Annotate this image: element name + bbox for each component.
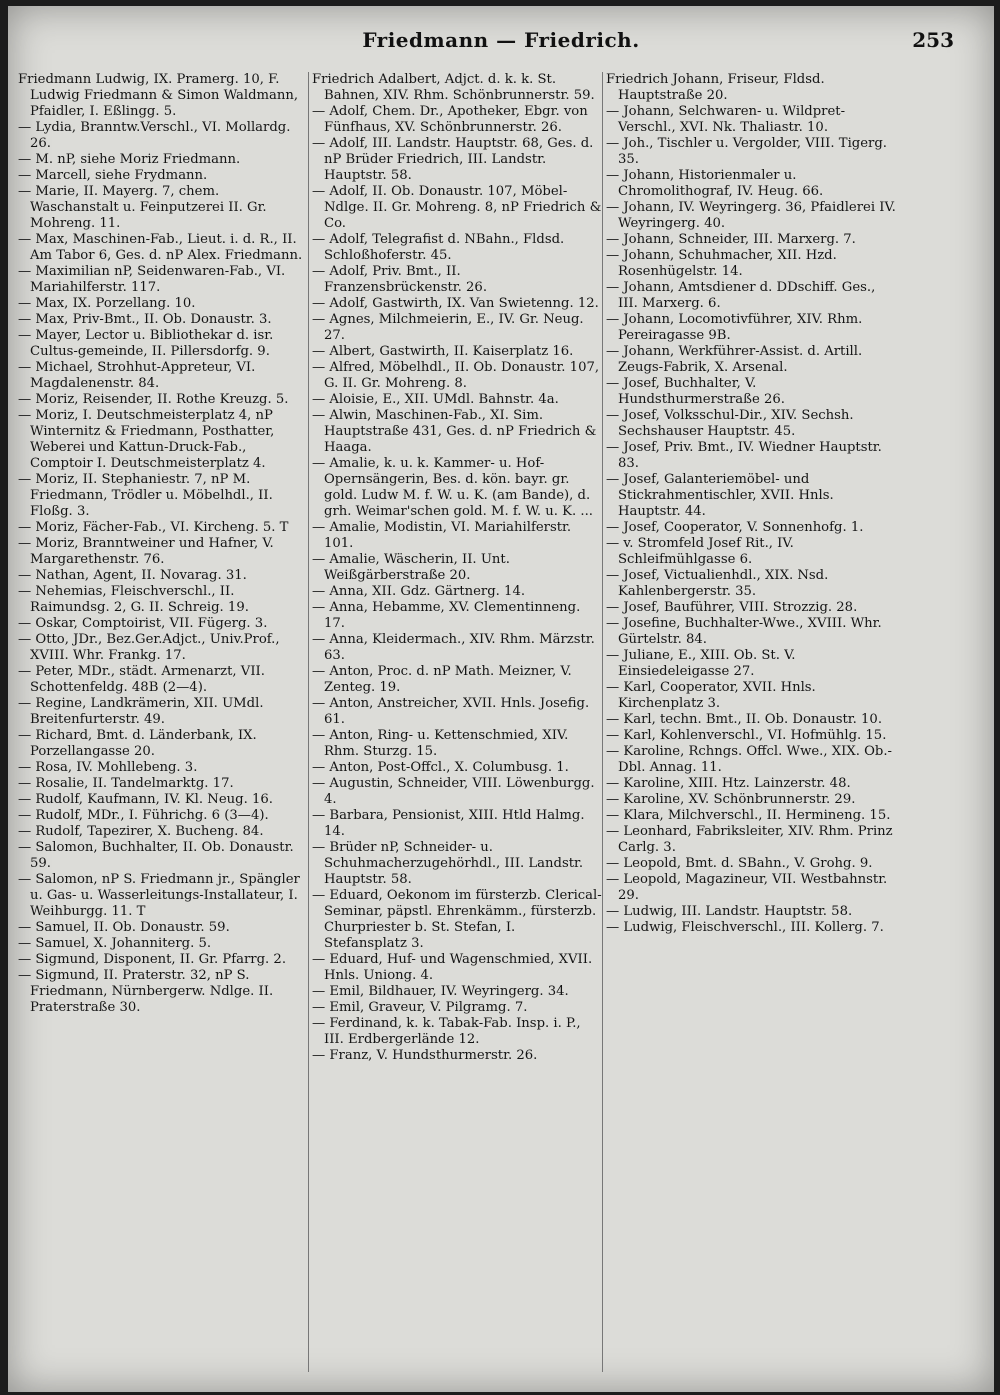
directory-entry: — Karoline, XV. Schönbrunnerstr. 29. <box>606 792 856 807</box>
directory-entry: — Regine, Landkrämerin, XII. UMdl. Breitenfurterstr. 49. <box>18 696 264 727</box>
directory-entry: — Rosalie, II. Tandelmarktg. 17. <box>18 776 234 791</box>
page-number: 253 <box>912 28 954 52</box>
directory-entry: — Agnes, Milchmeierin, E., IV. Gr. Neug. 27. <box>312 312 584 343</box>
directory-entry: — Karl, Cooperator, XVII. Hnls. Kirchenplatz 3. <box>606 680 816 711</box>
directory-entry: — Adolf, II. Ob. Donaustr. 107, Möbel-Ndlge. II. Gr. Mohreng. 8, nP Friedrich & Co. <box>312 184 602 231</box>
directory-entry: — Adolf, Chem. Dr., Apotheker, Ebgr. von Fünfhaus, XV. Schönbrunnerstr. 26. <box>312 104 588 135</box>
directory-column-2 <box>312 72 602 1064</box>
directory-entry: — Mayer, Lector u. Bibliothekar d. isr. Cultus-gemeinde, II. Pillersdorfg. 9. <box>18 328 274 359</box>
directory-entry: — Emil, Bildhauer, IV. Weyringerg. 34. <box>312 984 569 999</box>
column-divider <box>602 72 603 1372</box>
directory-entry: — Johann, Werkführer-Assist. d. Artill. Zeugs-Fabrik, X. Arsenal. <box>606 344 863 375</box>
directory-column-1 <box>18 72 308 1016</box>
directory-entry: — Moriz, I. Deutschmeisterplatz 4, nP Winternitz & Friedmann, Posthatter, Weberei und Kattun-Druck-Fab., Comptoir I. Deutschmeisterplatz 4. <box>18 408 275 471</box>
directory-entry: — Josef, Victualienhdl., XIX. Nsd. Kahlenbergerstr. 35. <box>606 568 829 599</box>
directory-entry: — Rudolf, Tapezirer, X. Bucheng. 84. <box>18 824 264 839</box>
directory-entry: — Ludwig, Fleischverschl., III. Kollerg. 7. <box>606 920 884 935</box>
page-title: Friedmann — Friedrich. <box>362 28 640 52</box>
directory-entry: — Leopold, Bmt. d. SBahn., V. Grohg. 9. <box>606 856 873 871</box>
directory-entry: Friedmann Ludwig, IX. Pramerg. 10, F. Ludwig Friedmann & Simon Waldmann, Pfaidler, I. Eßlingg. 5. <box>18 72 299 119</box>
directory-entry: — Josef, Galanteriemöbel- und Stickrahmentischler, XVII. Hnls. Hauptstr. 44. <box>606 472 834 519</box>
directory-entry: — Karl, Kohlenverschl., VI. Hofmühlg. 15. <box>606 728 887 743</box>
directory-entry: — Richard, Bmt. d. Länderbank, IX. Porzellangasse 20. <box>18 728 257 759</box>
directory-entry: Friedrich Johann, Friseur, Fldsd. Hauptstraße 20. <box>606 72 825 103</box>
directory-entry: — Rosa, IV. Mohllebeng. 3. <box>18 760 198 775</box>
directory-entry: — Sigmund, Disponent, II. Gr. Pfarrg. 2. <box>18 952 287 967</box>
directory-entry: — Johann, Selchwaren- u. Wildpret-Verschl., XVI. Nk. Thaliastr. 10. <box>606 104 846 135</box>
directory-entry: — Anton, Post-Offcl., X. Columbusg. 1. <box>312 760 569 775</box>
directory-entry: — Moriz, Branntweiner und Hafner, V. Margarethenstr. 76. <box>18 536 274 567</box>
directory-entry: — Oskar, Comptoirist, VII. Fügerg. 3. <box>18 616 268 631</box>
directory-entry: — Karl, techn. Bmt., II. Ob. Donaustr. 10. <box>606 712 883 727</box>
directory-entry: — Ludwig, III. Landstr. Hauptstr. 58. <box>606 904 853 919</box>
directory-entry: — Sigmund, II. Praterstr. 32, nP S. Friedmann, Nürnbergerw. Ndlge. II. Praterstraße 30. <box>18 968 274 1015</box>
directory-entry: — Rudolf, MDr., I. Führichg. 6 (3—4). <box>18 808 269 823</box>
directory-entry: — Max, Priv-Bmt., II. Ob. Donaustr. 3. <box>18 312 272 327</box>
directory-entry: — Josef, Buchhalter, V. Hundsthurmerstraße 26. <box>606 376 785 407</box>
directory-entry: — Otto, JDr., Bez.Ger.Adjct., Univ.Prof., XVIII. Whr. Frankg. 17. <box>18 632 280 663</box>
directory-entry: — Ferdinand, k. k. Tabak-Fab. Insp. i. P., III. Erdbergerlände 12. <box>312 1016 581 1047</box>
directory-entry: — Amalie, Modistin, VI. Mariahilferstr. 101. <box>312 520 572 551</box>
directory-entry: — Anna, Hebamme, XV. Clementinneng. 17. <box>312 600 581 631</box>
directory-entry: — Josef, Cooperator, V. Sonnenhofg. 1. <box>606 520 864 535</box>
directory-entry: — Adolf, III. Landstr. Hauptstr. 68, Ges. d. nP Brüder Friedrich, III. Landstr. Hauptstr. 58. <box>312 136 594 183</box>
directory-entry: — Johann, Schuhmacher, XII. Hzd. Rosenhügelstr. 14. <box>606 248 837 279</box>
directory-entry: — M. nP, siehe Moriz Friedmann. <box>18 152 241 167</box>
page-header <box>8 28 994 62</box>
directory-entry: — Eduard, Huf- und Wagenschmied, XVII. Hnls. Uniong. 4. <box>312 952 593 983</box>
directory-entry: — Lydia, Branntw.Verschl., VI. Mollardg. 26. <box>18 120 291 151</box>
directory-entry: Friedrich Adalbert, Adjct. d. k. k. St. Bahnen, XIV. Rhm. Schönbrunnerstr. 59. <box>312 72 595 103</box>
directory-page <box>8 6 994 1392</box>
directory-entry: — Albert, Gastwirth, II. Kaiserplatz 16. <box>312 344 574 359</box>
directory-entry: — Nehemias, Fleischverschl., II. Raimundsg. 2, G. II. Schreig. 19. <box>18 584 249 615</box>
directory-entry: — Anton, Anstreicher, XVII. Hnls. Josefig. 61. <box>312 696 590 727</box>
directory-entry: — Amalie, Wäscherin, II. Unt. Weißgärberstraße 20. <box>312 552 510 583</box>
directory-entry: — Marcell, siehe Frydmann. <box>18 168 208 183</box>
directory-entry: — Anna, XII. Gdz. Gärtnerg. 14. <box>312 584 526 599</box>
directory-entry: — Josef, Volksschul-Dir., XIV. Sechsh. Sechshauser Hauptstr. 45. <box>606 408 854 439</box>
directory-entry: — Brüder nP, Schneider- u. Schuhmacherzugehörhdl., III. Landstr. Hauptstr. 58. <box>312 840 584 887</box>
directory-entry: — Max, IX. Porzellang. 10. <box>18 296 196 311</box>
directory-entry: — Leonhard, Fabriksleiter, XIV. Rhm. Prinz Carlg. 3. <box>606 824 893 855</box>
directory-entry: — Anton, Ring- u. Kettenschmied, XIV. Rhm. Sturzg. 15. <box>312 728 569 759</box>
directory-entry: — Aloisie, E., XII. UMdl. Bahnstr. 4a. <box>312 392 559 407</box>
directory-entry: — Anton, Proc. d. nP Math. Meizner, V. Zenteg. 19. <box>312 664 572 695</box>
directory-entry: — Josef, Priv. Bmt., IV. Wiedner Hauptstr. 83. <box>606 440 882 471</box>
directory-entry: — Moriz, Reisender, II. Rothe Kreuzg. 5. <box>18 392 289 407</box>
directory-entry: — Samuel, X. Johanniterg. 5. <box>18 936 212 951</box>
directory-entry: — Johann, IV. Weyringerg. 36, Pfaidlerei IV. Weyringerg. 40. <box>606 200 896 231</box>
directory-entry: — Leopold, Magazineur, VII. Westbahnstr. 29. <box>606 872 888 903</box>
directory-entry: — Josefine, Buchhalter-Wwe., XVIII. Whr. Gürtelstr. 84. <box>606 616 882 647</box>
directory-entry: — Amalie, k. u. k. Kammer- u. Hof-Opernsängerin, Bes. d. kön. bayr. gr. gold. Ludw M. f. W. u. K. (am Bande), d. grh. Weimar'schen gold. M. f. W. u. K. ... <box>312 456 593 519</box>
directory-entry: — Johann, Locomotivführer, XIV. Rhm. Pereiragasse 9B. <box>606 312 863 343</box>
directory-entry: — Johann, Amtsdiener d. DDschiff. Ges., III. Marxerg. 6. <box>606 280 876 311</box>
directory-entry: — Joh., Tischler u. Vergolder, VIII. Tigerg. 35. <box>606 136 887 167</box>
directory-entry: — Samuel, II. Ob. Donaustr. 59. <box>18 920 230 935</box>
directory-entry: — Juliane, E., XIII. Ob. St. V. Einsiedeleigasse 27. <box>606 648 796 679</box>
directory-entry: — Johann, Historienmaler u. Chromolithograf, IV. Heug. 66. <box>606 168 824 199</box>
directory-entry: — Alwin, Maschinen-Fab., XI. Sim. Hauptstraße 431, Ges. d. nP Friedrich & Haaga. <box>312 408 597 455</box>
directory-entry: — Salomon, nP S. Friedmann jr., Spängler u. Gas- u. Wasserleitungs-Installateur, I. Weihburgg. 11. T <box>18 872 300 919</box>
directory-entry: — Maximilian nP, Seidenwaren-Fab., VI. Mariahilferstr. 117. <box>18 264 286 295</box>
directory-entry: — Franz, V. Hundsthurmerstr. 26. <box>312 1048 538 1063</box>
directory-entry: — v. Stromfeld Josef Rit., IV. Schleifmühlgasse 6. <box>606 536 794 567</box>
directory-entry: — Augustin, Schneider, VIII. Löwenburgg. 4. <box>312 776 595 807</box>
directory-entry: — Peter, MDr., städt. Armenarzt, VII. Schottenfeldg. 48B (2—4). <box>18 664 265 695</box>
column-divider <box>308 72 309 1372</box>
directory-entry: — Johann, Schneider, III. Marxerg. 7. <box>606 232 856 247</box>
directory-entry: — Alfred, Möbelhdl., II. Ob. Donaustr. 107, G. II. Gr. Mohreng. 8. <box>312 360 600 391</box>
directory-column-3 <box>606 72 896 936</box>
directory-entry: — Max, Maschinen-Fab., Lieut. i. d. R., II. Am Tabor 6, Ges. d. nP Alex. Friedmann. <box>18 232 303 263</box>
directory-entry: — Emil, Graveur, V. Pilgramg. 7. <box>312 1000 528 1015</box>
directory-entry: — Salomon, Buchhalter, II. Ob. Donaustr. 59. <box>18 840 294 871</box>
directory-entry: — Karoline, XIII. Htz. Lainzerstr. 48. <box>606 776 851 791</box>
directory-entry: — Josef, Bauführer, VIII. Strozzig. 28. <box>606 600 858 615</box>
directory-entry: — Nathan, Agent, II. Novarag. 31. <box>18 568 247 583</box>
directory-entry: — Klara, Milchverschl., II. Hermineng. 15. <box>606 808 891 823</box>
directory-entry: — Marie, II. Mayerg. 7, chem. Waschanstalt u. Feinputzerei II. Gr. Mohreng. 11. <box>18 184 267 231</box>
directory-entry: — Eduard, Oekonom im fürsterzb. Clerical-Seminar, päpstl. Ehrenkämm., fürsterzb. Churpriester b. St. Stefan, I. Stefansplatz 3. <box>312 888 602 951</box>
directory-entry: — Barbara, Pensionist, XIII. Htld Halmg. 14. <box>312 808 585 839</box>
directory-entry: — Adolf, Priv. Bmt., II. Franzensbrückenstr. 26. <box>312 264 488 295</box>
directory-entry: — Adolf, Gastwirth, IX. Van Swietenng. 12. <box>312 296 599 311</box>
directory-entry: — Karoline, Rchngs. Offcl. Wwe., XIX. Ob.-Dbl. Annag. 11. <box>606 744 893 775</box>
directory-entry: — Moriz, II. Stephaniestr. 7, nP M. Friedmann, Trödler u. Möbelhdl., II. Floßg. 3. <box>18 472 273 519</box>
directory-entry: — Moriz, Fächer-Fab., VI. Kircheng. 5. T <box>18 520 289 535</box>
directory-entry: — Anna, Kleidermach., XIV. Rhm. Märzstr. 63. <box>312 632 595 663</box>
directory-entry: — Rudolf, Kaufmann, IV. Kl. Neug. 16. <box>18 792 273 807</box>
directory-entry: — Michael, Strohhut-Appreteur, VI. Magdalenenstr. 84. <box>18 360 256 391</box>
directory-entry: — Adolf, Telegrafist d. NBahn., Fldsd. Schloßhoferstr. 45. <box>312 232 565 263</box>
